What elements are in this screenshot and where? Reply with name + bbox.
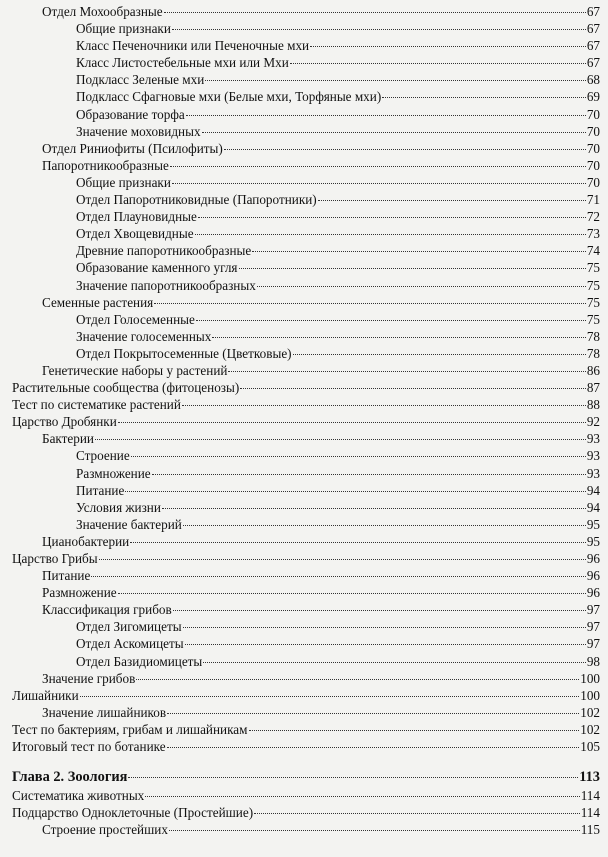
toc-entry-label: Размножение bbox=[42, 585, 117, 601]
toc-entry-label: Значение лишайников bbox=[42, 704, 167, 720]
toc-row bbox=[12, 584, 600, 601]
toc-page-number: 70 bbox=[586, 106, 600, 122]
toc-page-number: 75 bbox=[586, 311, 600, 327]
toc-entry-label: Класс Листостебельные мхи или Мхи bbox=[76, 55, 289, 71]
toc-page-number: 86 bbox=[586, 362, 600, 378]
toc-entry-label: Отдел Плауновидные bbox=[76, 209, 197, 225]
toc-page-number: 87 bbox=[586, 380, 600, 396]
toc-entry-label: Общие признаки bbox=[76, 21, 171, 37]
toc-row bbox=[12, 430, 600, 447]
dot-leader bbox=[130, 542, 586, 543]
toc-page-number: 67 bbox=[586, 55, 600, 71]
toc-entry-label: Строение bbox=[76, 448, 130, 464]
toc-page-number: 72 bbox=[586, 209, 600, 225]
toc-entry-label: Строение простейших bbox=[42, 822, 168, 838]
toc-row bbox=[12, 174, 600, 191]
toc-page-number: 75 bbox=[586, 294, 600, 310]
toc-page-number: 73 bbox=[586, 226, 600, 242]
dot-leader bbox=[228, 371, 585, 372]
toc-page-number: 96 bbox=[586, 551, 600, 566]
dot-leader bbox=[128, 777, 578, 778]
toc-entry-label: Тест по систематике растений bbox=[12, 397, 181, 413]
toc-page-number: 97 bbox=[586, 602, 600, 618]
toc-page-number: 67 bbox=[586, 21, 600, 37]
dot-leader bbox=[125, 491, 585, 492]
toc-row bbox=[12, 447, 600, 464]
toc-row bbox=[12, 242, 600, 259]
toc-page-number: 71 bbox=[586, 192, 600, 208]
dot-leader bbox=[212, 337, 585, 338]
toc-page-number: 69 bbox=[586, 89, 600, 105]
toc-entry-label: Отдел Голосеменные bbox=[76, 311, 195, 327]
toc-row bbox=[12, 670, 600, 687]
dot-leader bbox=[182, 405, 586, 406]
toc-row bbox=[12, 311, 600, 328]
dot-leader bbox=[254, 813, 580, 814]
toc-entry-label: Питание bbox=[42, 568, 91, 584]
toc-entry-label: Глава 2. Зоология bbox=[12, 769, 128, 786]
toc-row bbox=[12, 721, 600, 738]
dot-leader bbox=[172, 29, 586, 30]
toc-entry-label: Образование торфа bbox=[76, 106, 185, 122]
toc-entry-label: Отдел Папоротниковидные (Папоротники) bbox=[76, 192, 317, 208]
toc-entry-label: Отдел Покрытосеменные (Цветковые) bbox=[76, 345, 292, 361]
toc-row bbox=[12, 499, 600, 516]
toc-row bbox=[12, 20, 600, 37]
table-of-contents bbox=[12, 3, 600, 838]
toc-row bbox=[12, 294, 600, 311]
toc-row bbox=[12, 687, 600, 704]
toc-row bbox=[12, 516, 600, 533]
toc-row bbox=[12, 601, 600, 618]
toc-page-number: 68 bbox=[586, 72, 600, 88]
toc-row bbox=[12, 533, 600, 550]
toc-row bbox=[12, 787, 600, 804]
toc-row bbox=[12, 482, 600, 499]
toc-page-number: 105 bbox=[580, 739, 600, 755]
toc-page-number: 97 bbox=[586, 619, 600, 635]
toc-entry-label: Подцарство Одноклеточные (Простейшие) bbox=[12, 805, 254, 821]
toc-row bbox=[12, 567, 600, 584]
toc-row bbox=[12, 653, 600, 670]
toc-entry-label: Условия жизни bbox=[76, 499, 161, 515]
toc-entry-label: Итоговый тест по ботанике bbox=[12, 739, 166, 755]
toc-row bbox=[12, 379, 600, 396]
toc-entry-label: Значение бактерий bbox=[76, 516, 182, 532]
toc-row bbox=[12, 277, 600, 294]
dot-leader bbox=[240, 388, 586, 389]
toc-row bbox=[12, 3, 600, 20]
dot-leader bbox=[136, 679, 579, 680]
toc-page-number: 93 bbox=[586, 465, 600, 481]
toc-row bbox=[12, 635, 600, 652]
toc-entry-label: Генетические наборы у растений bbox=[42, 362, 228, 378]
toc-page-number: 100 bbox=[580, 687, 600, 703]
toc-row bbox=[12, 465, 600, 482]
toc-row bbox=[12, 804, 600, 821]
toc-entry-label: Отдел Зигомицеты bbox=[76, 619, 182, 635]
toc-entry-label: Общие признаки bbox=[76, 174, 171, 190]
toc-row bbox=[12, 208, 600, 225]
dot-leader bbox=[252, 251, 586, 252]
toc-entry-label: Семенные растения bbox=[42, 294, 154, 310]
dot-leader bbox=[257, 286, 586, 287]
toc-entry-label: Значение моховидных bbox=[76, 123, 201, 139]
toc-page-number: 70 bbox=[586, 123, 600, 139]
toc-entry-label: Систематика животных bbox=[12, 788, 145, 804]
toc-page-number: 70 bbox=[586, 157, 600, 173]
toc-page-number: 93 bbox=[586, 431, 600, 447]
toc-row bbox=[12, 37, 600, 54]
dot-leader bbox=[162, 508, 586, 509]
toc-entry-label: Значение папоротникообразных bbox=[76, 277, 256, 293]
dot-leader bbox=[172, 183, 586, 184]
dot-leader bbox=[91, 576, 585, 577]
dot-leader bbox=[173, 610, 586, 611]
toc-row bbox=[12, 396, 600, 413]
dot-leader bbox=[167, 747, 580, 748]
toc-page-number: 97 bbox=[586, 636, 600, 652]
toc-page-number: 102 bbox=[580, 721, 600, 737]
toc-row bbox=[12, 71, 600, 88]
toc-page-number: 100 bbox=[580, 670, 600, 686]
toc-row bbox=[12, 54, 600, 71]
toc-page-number: 75 bbox=[586, 260, 600, 276]
dot-leader bbox=[195, 234, 586, 235]
toc-row bbox=[12, 345, 600, 362]
dot-leader bbox=[183, 627, 586, 628]
toc-page-number: 115 bbox=[580, 822, 600, 838]
dot-leader bbox=[154, 303, 586, 304]
dot-leader bbox=[95, 439, 586, 440]
dot-leader bbox=[186, 115, 586, 116]
toc-page-number: 114 bbox=[580, 788, 600, 804]
toc-entry-label: Растительные сообщества (фитоценозы) bbox=[12, 380, 240, 396]
dot-leader bbox=[293, 354, 586, 355]
toc-page-number: 114 bbox=[580, 805, 600, 821]
dot-leader bbox=[185, 644, 586, 645]
toc-page-number: 96 bbox=[586, 568, 600, 584]
toc-row bbox=[12, 123, 600, 140]
chapter-heading-row bbox=[12, 767, 600, 787]
toc-row bbox=[12, 328, 600, 345]
dot-leader bbox=[152, 474, 586, 475]
dot-leader bbox=[239, 268, 586, 269]
toc-entry-label: Подкласс Зеленые мхи bbox=[76, 72, 205, 88]
dot-leader bbox=[249, 730, 580, 731]
toc-entry-label: Лишайники bbox=[12, 687, 79, 703]
toc-row bbox=[12, 259, 600, 276]
toc-entry-label: Цианобактерии bbox=[42, 533, 130, 549]
toc-entry-label: Тест по бактериям, грибам и лишайникам bbox=[12, 721, 248, 737]
toc-row bbox=[12, 362, 600, 379]
toc-page-number: 88 bbox=[586, 397, 600, 413]
toc-entry-label: Царство Дробянки bbox=[12, 414, 117, 430]
toc-row bbox=[12, 140, 600, 157]
toc-page-number: 93 bbox=[586, 448, 600, 464]
dot-leader bbox=[318, 200, 586, 201]
dot-leader bbox=[131, 456, 586, 457]
toc-entry-label: Отдел Базидиомицеты bbox=[76, 653, 203, 669]
toc-row bbox=[12, 191, 600, 208]
toc-page-number: 70 bbox=[586, 174, 600, 190]
toc-page-number: 75 bbox=[586, 277, 600, 293]
dot-leader bbox=[196, 320, 586, 321]
toc-row bbox=[12, 550, 600, 567]
toc-entry-label: Отдел Аскомицеты bbox=[76, 636, 184, 652]
toc-entry-label: Подкласс Сфагновые мхи (Белые мхи, Торфяные мхи) bbox=[76, 89, 382, 105]
dot-leader bbox=[203, 662, 586, 663]
toc-entry-label: Царство Грибы bbox=[12, 551, 98, 566]
toc-entry-label: Классификация грибов bbox=[42, 602, 172, 618]
toc-row bbox=[12, 821, 600, 838]
toc-entry-label: Папоротникообразные bbox=[42, 157, 169, 173]
dot-leader bbox=[164, 12, 586, 13]
toc-entry-label: Размножение bbox=[76, 465, 151, 481]
toc-row bbox=[12, 88, 600, 105]
toc-row bbox=[12, 225, 600, 242]
toc-entry-label: Отдел Риниофиты (Псилофиты) bbox=[42, 140, 223, 156]
toc-page-number: 94 bbox=[586, 482, 600, 498]
toc-row bbox=[12, 413, 600, 430]
dot-leader bbox=[170, 166, 586, 167]
toc-entry-label: Бактерии bbox=[42, 431, 94, 447]
dot-leader bbox=[205, 80, 586, 81]
dot-leader bbox=[183, 525, 586, 526]
toc-page-number: 94 bbox=[586, 499, 600, 515]
dot-leader bbox=[224, 149, 586, 150]
toc-page-number: 92 bbox=[586, 414, 600, 430]
toc-row bbox=[12, 704, 600, 721]
toc-page-number: 67 bbox=[586, 4, 600, 19]
toc-page-number: 67 bbox=[586, 38, 600, 54]
dot-leader bbox=[167, 713, 579, 714]
toc-entry-label: Значение грибов bbox=[42, 670, 136, 686]
toc-entry-label: Класс Печеночники или Печеночные мхи bbox=[76, 38, 310, 54]
toc-row bbox=[12, 106, 600, 123]
toc-entry-label: Питание bbox=[76, 482, 125, 498]
dot-leader bbox=[202, 132, 586, 133]
toc-page-number: 95 bbox=[586, 516, 600, 532]
dot-leader bbox=[99, 559, 586, 560]
toc-page-number: 70 bbox=[586, 140, 600, 156]
dot-leader bbox=[118, 422, 586, 423]
dot-leader bbox=[118, 593, 586, 594]
toc-page-number: 74 bbox=[586, 243, 600, 259]
toc-entry-label: Образование каменного угля bbox=[76, 260, 238, 276]
toc-page-number: 78 bbox=[586, 345, 600, 361]
toc-row bbox=[12, 618, 600, 635]
dot-leader bbox=[290, 63, 586, 64]
toc-page-number: 113 bbox=[579, 769, 600, 786]
toc-entry-label: Значение голосеменных bbox=[76, 328, 212, 344]
dot-leader bbox=[80, 696, 580, 697]
dot-leader bbox=[198, 217, 586, 218]
dot-leader bbox=[310, 46, 586, 47]
toc-page-number: 95 bbox=[586, 533, 600, 549]
dot-leader bbox=[382, 97, 586, 98]
dot-leader bbox=[169, 830, 580, 831]
toc-page-number: 98 bbox=[586, 653, 600, 669]
toc-row bbox=[12, 738, 600, 755]
dot-leader bbox=[145, 796, 579, 797]
toc-page-number: 78 bbox=[586, 328, 600, 344]
toc-page-number: 102 bbox=[580, 704, 600, 720]
toc-page-number: 96 bbox=[586, 585, 600, 601]
toc-entry-label: Отдел Мохообразные bbox=[42, 4, 163, 19]
section-gap bbox=[12, 755, 600, 767]
toc-row bbox=[12, 157, 600, 174]
toc-entry-label: Древние папоротникообразные bbox=[76, 243, 252, 259]
toc-entry-label: Отдел Хвощевидные bbox=[76, 226, 194, 242]
